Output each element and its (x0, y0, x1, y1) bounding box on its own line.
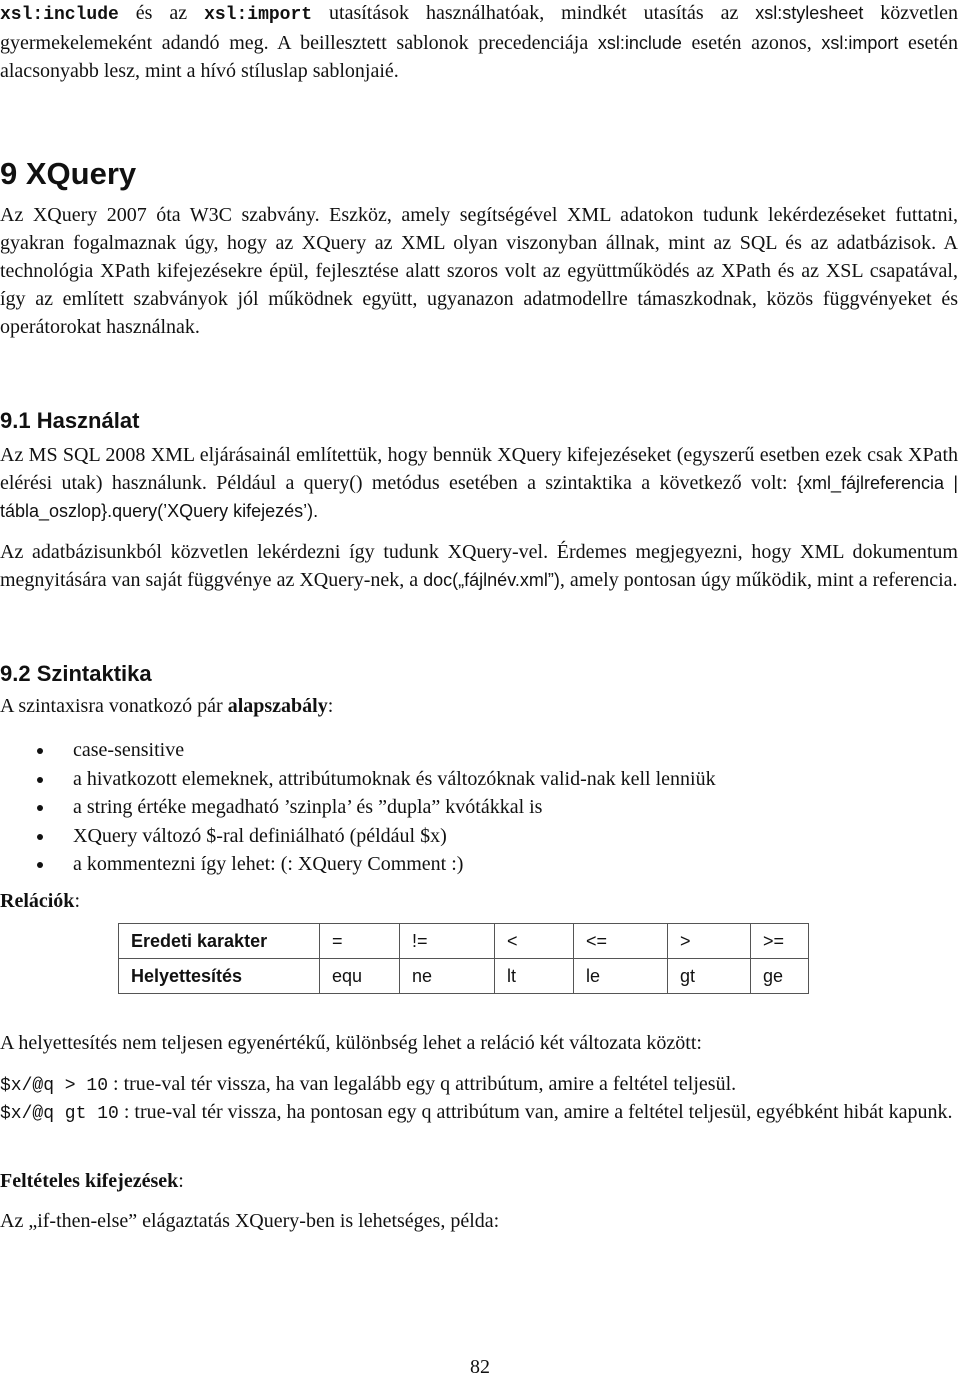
list-item-text: case-sensitive (73, 739, 185, 761)
table-cell: < (495, 924, 574, 959)
table-row (119, 959, 809, 994)
list-item (0, 765, 958, 794)
heading-9-1-hasznalat: 9.1 Használat (0, 408, 140, 433)
intro-paragraph (0, 0, 958, 85)
relations-colon: : (74, 890, 80, 912)
relations-label-bold: Relációk (0, 890, 75, 912)
example-gt-keyword (0, 1098, 958, 1128)
relations-table (118, 923, 809, 994)
bullet-icon (37, 805, 43, 811)
code-xsl-stylesheet: xsl:stylesheet (755, 3, 864, 23)
example-2-text: : true-val tér vissza, ha pontosan egy q attribútum van, amire a feltétel teljesül, egyébként hibát kapunk. (118, 1101, 953, 1123)
list-item-text: a hivatkozott elemeknek, attribútumoknak és változóknak valid-nak kell lenniük (73, 767, 716, 790)
usage-text-3: , amely pontosan úgy működik, mint a referencia. (559, 569, 958, 591)
code-doc-function: doc(„fájlnév.xml”) (423, 570, 560, 590)
table-cell: != (400, 924, 495, 959)
bullet-icon (37, 748, 43, 754)
intro-text-2: utasítások használhatóak, mindkét utasítás az (312, 2, 756, 24)
bullet-icon (37, 862, 43, 868)
syntax-intro (0, 692, 958, 720)
bullet-icon (37, 834, 43, 840)
table-cell: >= (751, 924, 809, 959)
list-item-text: a string értéke megadható ’szinpla’ és ”dupla” kvótákkal is (73, 796, 543, 818)
bullet-icon (37, 777, 43, 783)
table-cell: ge (751, 959, 809, 994)
table-cell: > (668, 924, 751, 959)
code-xsl-import-2: xsl:import (821, 33, 899, 53)
table-cell: gt (668, 959, 751, 994)
table-row (119, 924, 809, 959)
table-cell: <= (574, 924, 668, 959)
code-example-2: $x/@q gt 10 (0, 1104, 119, 1124)
table-cell: ne (400, 959, 495, 994)
table-cell: equ (320, 959, 400, 994)
syntax-rules-list (0, 736, 958, 879)
example-gt-symbol (0, 1070, 958, 1100)
conditional-paragraph: Az „if-then-else” elágaztatás XQuery-ben is lehetséges, példa: (0, 1210, 500, 1232)
list-item (0, 793, 958, 822)
list-item (0, 850, 958, 879)
code-xsl-include: xsl:include (0, 5, 119, 25)
table-cell: le (574, 959, 668, 994)
table-cell: Helyettesítés (119, 959, 320, 994)
conditional-label-bold: Feltételes kifejezések (0, 1170, 179, 1192)
intro-text-4: esetén azonos, (681, 32, 822, 54)
syntax-intro-bold: alapszabály (227, 695, 328, 717)
usage-paragraph-1 (0, 441, 958, 525)
code-query-syntax: {xml_fájlreferencia | tábla_oszlop}.query(’XQuery kifejezés’). (0, 473, 958, 521)
table-cell: = (320, 924, 400, 959)
conditional-label (0, 1167, 958, 1195)
table-cell: Eredeti karakter (119, 924, 320, 959)
intro-text-3: közvetlen gyermekelemeként adandó meg. A beillesztett sablonok precedenciája (0, 2, 959, 54)
syntax-intro-text: A szintaxisra vonatkozó pár (0, 695, 228, 717)
relations-note: A helyettesítés nem teljesen egyenértékű, különbség lehet a reláció két változata között: (0, 1032, 702, 1054)
example-1-text: : true-val tér vissza, ha van legalább egy q attribútum, amire a feltétel teljesül. (108, 1073, 737, 1095)
code-example-1: $x/@q > 10 (0, 1076, 109, 1096)
heading-9-2-szintaktika: 9.2 Szintaktika (0, 661, 152, 686)
list-item-text: a kommentezni így lehet: (: XQuery Comment :) (73, 853, 464, 875)
list-item-text: XQuery változó $-ral definiálható (például $x) (73, 824, 447, 847)
usage-text-1: Az MS SQL 2008 XML eljárásainál említettük, hogy bennük XQuery kifejezéseket (egyszerű esetben ezek csak XPath elérési utak) használunk. Például a query() metódus esetében a szintaktika a következő volt: (0, 444, 958, 494)
code-xsl-include-2: xsl:include (597, 33, 682, 53)
intro-text-5: esetén alacsonyabb lesz, mint a hívó stíluslap sablonjaié. (0, 32, 958, 82)
page-number: 82 (470, 1356, 490, 1378)
usage-paragraph-2 (0, 538, 958, 594)
conditional-colon: : (178, 1170, 184, 1192)
heading-9-xquery: 9 XQuery (0, 156, 137, 191)
list-item (0, 822, 958, 851)
usage-text-2: Az adatbázisunkból közvetlen lekérdezni így tudunk XQuery-vel. Érdemes megjegyezni, hogy XML dokumentum megnyitására van saját függvénye az XQuery-nek, a (0, 541, 958, 591)
syntax-intro-colon: : (327, 695, 334, 717)
intro-text-1: és az (118, 2, 205, 24)
code-xsl-import: xsl:import (204, 5, 313, 25)
list-item (0, 736, 958, 765)
xquery-intro-paragraph: Az XQuery 2007 óta W3C szabvány. Eszköz, amely segítségével XML adatokon tudunk lekérdezéseket futtatni, gyakran fogalmaznak úgy, hogy az XQuery az XML olyan viszonyban állnak, mint az SQL és az adatbázisok. A technológia XPath kifejezésekre épül, fejlesztése alatt szoros volt az együttműködés az XPath és az XSL csapatával, így az említett szabványok jól működnek együtt, ugyanazon adatmodellre támaszkodnak, közös függvényeket és operátorokat használnak. (0, 204, 958, 338)
relations-label (0, 887, 958, 915)
table-cell: lt (495, 959, 574, 994)
